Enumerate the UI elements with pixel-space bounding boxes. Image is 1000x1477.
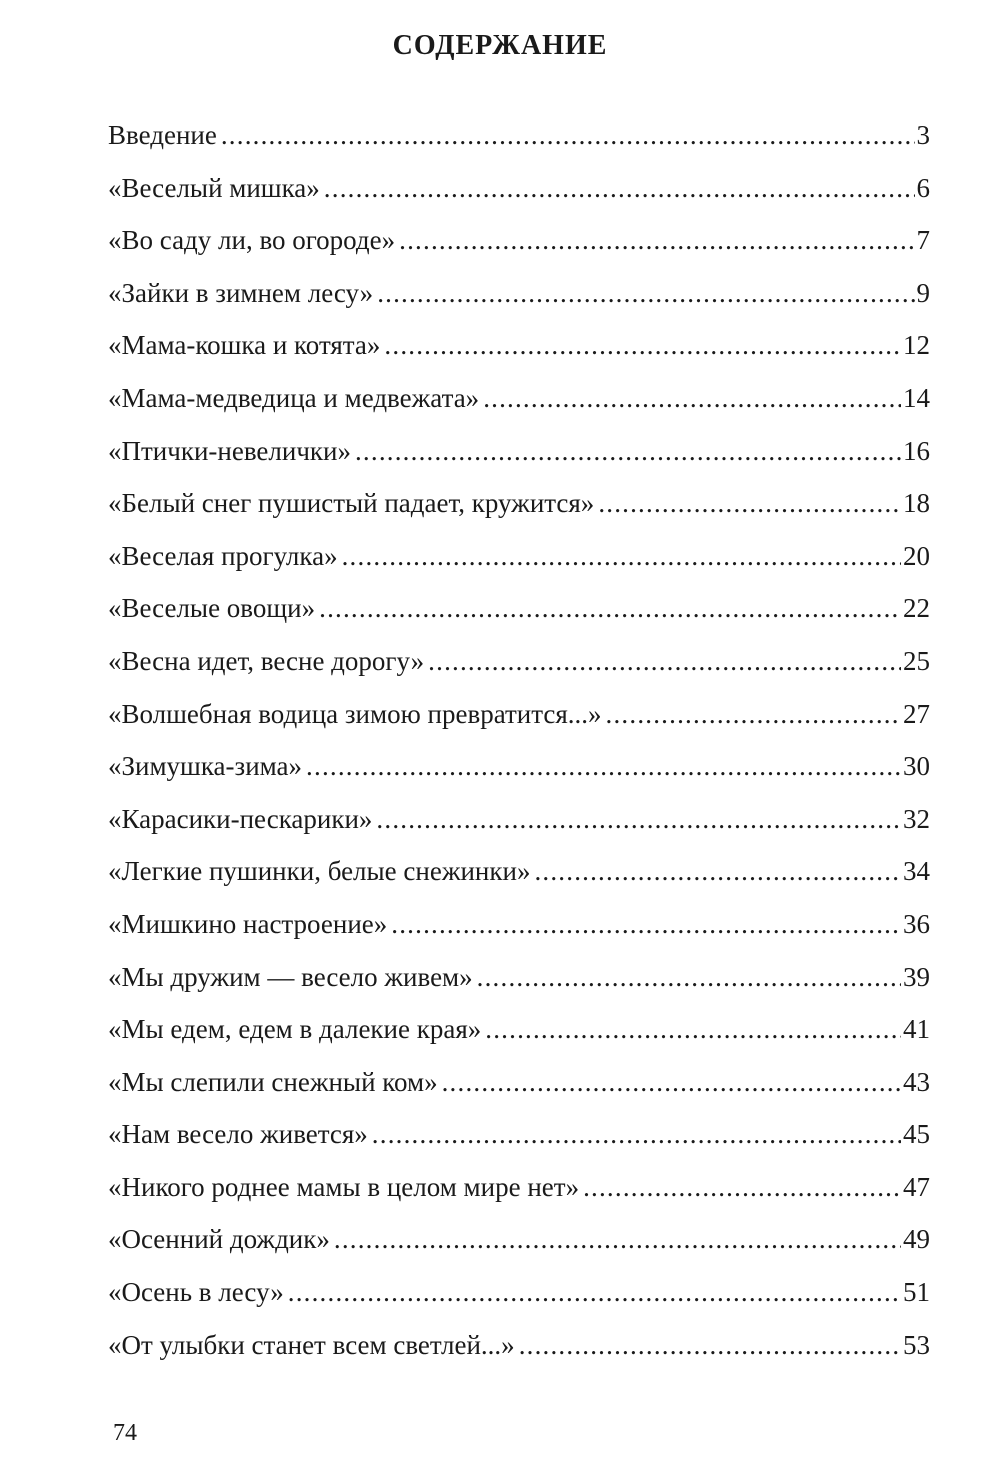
toc-entry-title: «Карасики-пескарики» xyxy=(108,803,373,834)
toc-dot-leader xyxy=(534,856,901,886)
toc-dot-leader xyxy=(519,1330,901,1360)
toc-entry xyxy=(108,585,930,638)
toc-entry xyxy=(108,1059,930,1112)
toc-dot-leader xyxy=(288,1277,901,1307)
toc-dot-leader xyxy=(324,173,915,203)
toc-entry-page: 41 xyxy=(903,1014,930,1045)
toc-entry-page: 30 xyxy=(903,751,930,782)
toc-entry-title: «Зайки в зимнем лесу» xyxy=(108,277,374,308)
toc-entry-page: 18 xyxy=(903,488,930,519)
toc-entry xyxy=(108,322,930,375)
toc-entry xyxy=(108,217,930,270)
toc-entry xyxy=(108,848,930,901)
toc-entry-title: «Птички-невелички» xyxy=(108,435,351,466)
toc-entry xyxy=(108,1322,930,1375)
toc-entry-page: 39 xyxy=(903,961,930,992)
toc-entry xyxy=(108,480,930,533)
toc-entry-title: Введение xyxy=(108,120,217,150)
toc-dot-leader xyxy=(391,909,901,939)
toc-entry-page: 16 xyxy=(903,435,930,466)
toc-entry xyxy=(108,1164,930,1217)
toc-entry-page: 43 xyxy=(903,1066,930,1097)
toc-entry-title: «Во саду ли, во огороде» xyxy=(108,225,396,256)
toc-dot-leader xyxy=(355,436,901,466)
toc-dot-leader xyxy=(377,278,914,308)
toc-entry-page: 7 xyxy=(916,225,930,256)
toc-entry-page: 12 xyxy=(903,330,930,361)
toc-entry-title: «Легкие пушинки, белые снежинки» xyxy=(108,856,531,887)
toc-entry-title: «Весна идет, весне дорогу» xyxy=(108,645,425,676)
toc-entry xyxy=(108,1216,930,1269)
toc-entry-page: 9 xyxy=(916,277,930,308)
toc-entry-page: 45 xyxy=(903,1119,930,1150)
toc-dot-leader xyxy=(598,488,901,518)
toc-entry-title: «Белый снег пушистый падает, кружится» xyxy=(108,488,595,519)
toc-entry-title: «Веселые овощи» xyxy=(108,593,316,624)
toc-entry-title: «Мама-кошка и котята» xyxy=(108,330,381,361)
toc-entry xyxy=(108,1006,930,1059)
toc-entry xyxy=(108,112,930,165)
toc-dot-leader xyxy=(483,383,901,413)
toc-dot-leader xyxy=(334,1224,901,1254)
toc-dot-leader xyxy=(583,1172,901,1202)
toc-entry-title: «Веселый мишка» xyxy=(108,172,320,203)
toc-entry-page: 47 xyxy=(903,1171,930,1202)
toc-entry-page: 49 xyxy=(903,1224,930,1255)
toc-dot-leader xyxy=(342,541,901,571)
toc-dot-leader xyxy=(372,1119,901,1149)
toc-dot-leader xyxy=(399,225,914,255)
toc-dot-leader xyxy=(442,1067,901,1097)
toc-entry xyxy=(108,901,930,954)
toc-entry-title: «От улыбки станет всем светлей...» xyxy=(108,1329,515,1360)
toc-entry-title: «Мы дружим — весело живем» xyxy=(108,961,473,992)
toc-entry xyxy=(108,533,930,586)
toc-entry-title: «Зимушка-зима» xyxy=(108,751,303,782)
toc-dot-leader xyxy=(376,804,901,834)
toc-entry-page: 22 xyxy=(903,593,930,624)
toc-dot-leader xyxy=(477,962,901,992)
toc-entry-page: 25 xyxy=(903,645,930,676)
toc-dot-leader xyxy=(306,751,901,781)
toc-entry-page: 27 xyxy=(903,698,930,729)
toc-entry-title: «Волшебная водица зимою превратится...» xyxy=(108,698,602,729)
toc-entry-title: «Нам весело живется» xyxy=(108,1119,368,1150)
toc-entry-page: 32 xyxy=(903,803,930,834)
toc-entry-page: 14 xyxy=(903,382,930,413)
toc-entry-page: 3 xyxy=(916,120,930,150)
footer-page-number: 74 xyxy=(113,1420,137,1446)
toc-entry xyxy=(108,743,930,796)
toc-entry-page: 20 xyxy=(903,540,930,571)
toc-entry-title: «Мишкино настроение» xyxy=(108,908,388,939)
toc-dot-leader xyxy=(606,699,901,729)
toc-dot-leader xyxy=(319,593,901,623)
toc-entry-title: «Осень в лесу» xyxy=(108,1277,284,1308)
toc-entry-page: 34 xyxy=(903,856,930,887)
toc-entry xyxy=(108,270,930,323)
toc-entry-title: «Веселая прогулка» xyxy=(108,540,338,571)
toc-dot-leader xyxy=(485,1014,901,1044)
toc-entry xyxy=(108,1269,930,1322)
toc-entry-title: «Осенний дождик» xyxy=(108,1224,330,1255)
toc-entry-page: 36 xyxy=(903,908,930,939)
toc-entry xyxy=(108,1111,930,1164)
toc-dot-leader xyxy=(221,120,915,150)
toc-entry-page: 6 xyxy=(916,172,930,203)
toc-entry xyxy=(108,428,930,481)
page-title: СОДЕРЖАНИЕ xyxy=(392,30,608,61)
toc-entry-title: «Мы едем, едем в далекие края» xyxy=(108,1014,482,1045)
toc-dot-leader xyxy=(428,646,901,676)
toc-entry-page: 53 xyxy=(903,1329,930,1360)
toc-entry-page: 51 xyxy=(903,1277,930,1308)
toc-entry xyxy=(108,375,930,428)
toc-entry xyxy=(108,691,930,744)
toc-entry-title: «Мама-медведица и медвежата» xyxy=(108,382,480,413)
table-of-contents xyxy=(108,112,930,1374)
toc-entry xyxy=(108,796,930,849)
toc-entry xyxy=(108,954,930,1007)
toc-dot-leader xyxy=(384,330,901,360)
toc-entry xyxy=(108,165,930,218)
toc-entry xyxy=(108,638,930,691)
toc-entry-title: «Мы слепили снежный ком» xyxy=(108,1066,438,1097)
toc-entry-title: «Никого роднее мамы в целом мире нет» xyxy=(108,1171,580,1202)
